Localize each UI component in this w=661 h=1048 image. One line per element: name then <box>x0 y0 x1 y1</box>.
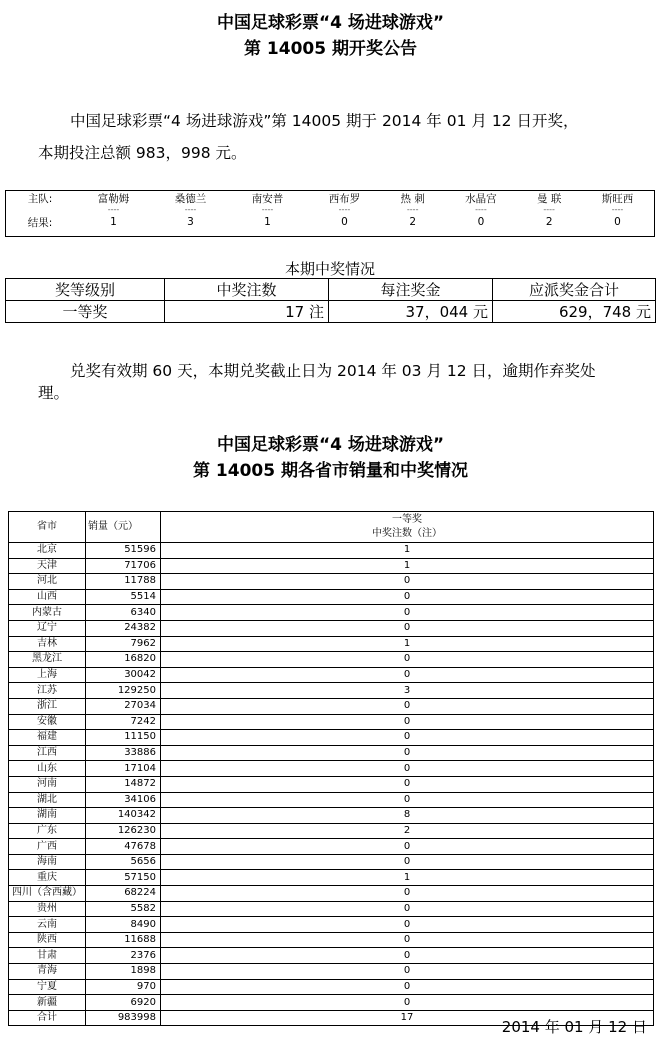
province-name: 河南 <box>9 776 86 792</box>
col-header-prize <box>161 512 654 543</box>
province-wins: 1 <box>161 558 654 574</box>
province-row <box>9 605 654 621</box>
province-sales: 7242 <box>86 714 161 730</box>
province-name: 河北 <box>9 574 86 590</box>
prize-amount: 37，044 元 <box>329 301 493 323</box>
dash-separator: ---- <box>406 205 419 214</box>
team-name: 桑德兰 <box>174 192 207 205</box>
province-row <box>9 683 654 699</box>
match-results-row <box>5 214 656 230</box>
province-row <box>9 932 654 948</box>
province-name: 安徽 <box>9 714 86 730</box>
province-sales: 17104 <box>86 761 161 777</box>
province-row <box>9 776 654 792</box>
province-sales: 8490 <box>86 917 161 933</box>
province-row <box>9 558 654 574</box>
announcement-title: 中国足球彩票“4 场进球游戏” <box>216 13 445 33</box>
province-name: 辽宁 <box>9 620 86 636</box>
match-result: 1 <box>110 216 117 228</box>
province-name: 贵州 <box>9 901 86 917</box>
province-sales: 30042 <box>86 667 161 683</box>
province-wins: 0 <box>161 761 654 777</box>
province-sales: 16820 <box>86 652 161 668</box>
province-name: 四川（含西藏） <box>9 886 86 902</box>
province-row <box>9 979 654 995</box>
province-row <box>9 901 654 917</box>
province-wins: 0 <box>161 948 654 964</box>
dash-separator: ---- <box>475 205 487 214</box>
province-name: 上海 <box>9 667 86 683</box>
province-name: 陕西 <box>9 932 86 948</box>
prize-table <box>5 278 656 323</box>
province-sales: 34106 <box>86 792 161 808</box>
province-table <box>8 511 654 1026</box>
result-label: 结果: <box>27 216 53 229</box>
province-section-subtitle: 第 14005 期各省市销量和中奖情况 <box>193 461 468 481</box>
province-wins: 0 <box>161 964 654 980</box>
province-row <box>9 870 654 886</box>
team-name: 斯旺西 <box>601 192 634 205</box>
team-name: 热 刺 <box>400 192 425 205</box>
dash-separator: ---- <box>184 205 197 214</box>
province-name: 云南 <box>9 917 86 933</box>
province-wins: 0 <box>161 839 654 855</box>
province-name: 湖南 <box>9 808 86 824</box>
prize-header-count: 中奖注数 <box>165 279 329 301</box>
province-name: 甘肃 <box>9 948 86 964</box>
province-name: 山西 <box>9 589 86 605</box>
province-name: 天津 <box>9 558 86 574</box>
prize-section-title: 本期中奖情况 <box>284 260 375 278</box>
col-header-province: 省市 <box>9 512 86 543</box>
province-sales: 57150 <box>86 870 161 886</box>
province-row <box>9 620 654 636</box>
province-name: 山东 <box>9 761 86 777</box>
province-sales: 47678 <box>86 839 161 855</box>
province-sales: 7962 <box>86 636 161 652</box>
dash-separator: ---- <box>543 205 555 214</box>
dash-separator: ---- <box>107 205 120 214</box>
match-teams-row <box>5 190 656 206</box>
prize-header-level: 奖等级别 <box>6 279 165 301</box>
province-wins: 2 <box>161 823 654 839</box>
province-sales: 11688 <box>86 932 161 948</box>
province-row <box>9 745 654 761</box>
province-sales: 983998 <box>86 1010 161 1026</box>
province-wins: 0 <box>161 792 654 808</box>
match-result: 2 <box>545 216 553 228</box>
province-wins: 8 <box>161 808 654 824</box>
province-name: 江西 <box>9 745 86 761</box>
province-wins: 0 <box>161 667 654 683</box>
province-sales: 129250 <box>86 683 161 699</box>
intro-line-1: 中国足球彩票“4 场进球游戏”第 14005 期于 2014 年 01 月 12 日开奖， <box>70 112 579 130</box>
province-sales: 126230 <box>86 823 161 839</box>
province-row <box>9 667 654 683</box>
province-name: 内蒙古 <box>9 605 86 621</box>
province-sales: 11788 <box>86 574 161 590</box>
province-row <box>9 854 654 870</box>
prize-level: 一等奖 <box>6 301 165 323</box>
province-sales: 33886 <box>86 745 161 761</box>
province-name: 重庆 <box>9 870 86 886</box>
team-name: 水晶宫 <box>465 192 497 205</box>
province-section-title: 中国足球彩票“4 场进球游戏” <box>216 435 445 455</box>
prize-row <box>6 301 656 323</box>
province-row <box>9 917 654 933</box>
notice-line-2: 理。 <box>38 384 70 402</box>
province-wins: 0 <box>161 901 654 917</box>
province-wins: 1 <box>161 636 654 652</box>
province-name: 广东 <box>9 823 86 839</box>
province-wins: 0 <box>161 605 654 621</box>
match-result: 0 <box>614 216 621 228</box>
team-name: 富勒姆 <box>97 192 130 205</box>
province-row <box>9 574 654 590</box>
province-name: 广西 <box>9 839 86 855</box>
province-wins: 0 <box>161 932 654 948</box>
province-wins: 0 <box>161 745 654 761</box>
province-sales: 51596 <box>86 543 161 559</box>
province-row <box>9 886 654 902</box>
province-wins: 0 <box>161 854 654 870</box>
province-name: 福建 <box>9 730 86 746</box>
dash-separator: ---- <box>338 205 351 214</box>
province-wins: 0 <box>161 574 654 590</box>
team-name: 曼 联 <box>537 192 562 205</box>
province-wins: 0 <box>161 620 654 636</box>
col-header-prize-line1: 一等奖 <box>392 514 422 525</box>
province-wins: 17 <box>161 1010 654 1026</box>
province-row <box>9 652 654 668</box>
province-sales: 6920 <box>86 995 161 1011</box>
match-dash-row <box>5 206 656 214</box>
col-header-prize-line2: 中奖注数（注） <box>372 528 442 539</box>
province-name: 吉林 <box>9 636 86 652</box>
notice-line-1: 兑奖有效期 60 天，本期兑奖截止日为 2014 年 03 月 12 日，逾期作弃奖处 <box>70 362 596 380</box>
team-name: 西布罗 <box>328 192 361 205</box>
province-row <box>9 714 654 730</box>
intro-line-2: 本期投注总额 983，998 元。 <box>38 144 247 162</box>
province-sales: 2376 <box>86 948 161 964</box>
province-sales: 68224 <box>86 886 161 902</box>
province-name: 海南 <box>9 854 86 870</box>
prize-total: 629，748 元 <box>493 301 656 323</box>
province-name: 江苏 <box>9 683 86 699</box>
match-result: 2 <box>409 216 417 228</box>
team-name: 南安普 <box>251 192 284 205</box>
province-sales: 27034 <box>86 698 161 714</box>
province-name: 浙江 <box>9 698 86 714</box>
province-name: 新疆 <box>9 995 86 1011</box>
province-wins: 0 <box>161 979 654 995</box>
province-sales: 14872 <box>86 776 161 792</box>
province-row <box>9 823 654 839</box>
match-result: 0 <box>477 216 485 228</box>
province-sales: 140342 <box>86 808 161 824</box>
province-sales: 6340 <box>86 605 161 621</box>
province-name: 宁夏 <box>9 979 86 995</box>
province-wins: 0 <box>161 776 654 792</box>
province-table-header <box>9 512 654 543</box>
province-row <box>9 636 654 652</box>
dash-separator: ---- <box>611 205 624 214</box>
province-row <box>9 839 654 855</box>
province-sales: 5656 <box>86 854 161 870</box>
province-wins: 0 <box>161 652 654 668</box>
province-wins: 0 <box>161 698 654 714</box>
province-row <box>9 589 654 605</box>
prize-header-amount: 每注奖金 <box>329 279 493 301</box>
footer-date: 2014 年 01 月 12 日 <box>501 1018 647 1036</box>
dash-separator: ---- <box>261 205 274 214</box>
province-sales: 1898 <box>86 964 161 980</box>
province-sales: 71706 <box>86 558 161 574</box>
province-name: 湖北 <box>9 792 86 808</box>
prize-header-total: 应派奖金合计 <box>493 279 656 301</box>
province-sales: 24382 <box>86 620 161 636</box>
province-wins: 0 <box>161 995 654 1011</box>
province-row <box>9 948 654 964</box>
match-result: 3 <box>187 216 194 228</box>
col-header-sales: 销量（元） <box>86 512 161 543</box>
province-row <box>9 808 654 824</box>
province-name: 北京 <box>9 543 86 559</box>
province-sales: 970 <box>86 979 161 995</box>
province-row <box>9 698 654 714</box>
province-sales: 5582 <box>86 901 161 917</box>
province-wins: 0 <box>161 886 654 902</box>
prize-count: 17 注 <box>165 301 329 323</box>
dash-spacer <box>5 206 75 214</box>
province-name: 青海 <box>9 964 86 980</box>
province-row <box>9 792 654 808</box>
announcement-subtitle: 第 14005 期开奖公告 <box>244 39 417 59</box>
province-sales: 11150 <box>86 730 161 746</box>
province-wins: 1 <box>161 543 654 559</box>
home-team-label: 主队: <box>27 192 53 205</box>
match-table <box>5 190 656 230</box>
province-wins: 1 <box>161 870 654 886</box>
province-row <box>9 730 654 746</box>
province-wins: 0 <box>161 714 654 730</box>
province-name: 黑龙江 <box>9 652 86 668</box>
province-row <box>9 964 654 980</box>
match-result: 1 <box>264 216 271 228</box>
province-wins: 0 <box>161 730 654 746</box>
province-name: 合计 <box>9 1010 86 1026</box>
province-row <box>9 761 654 777</box>
province-wins: 0 <box>161 589 654 605</box>
province-sales: 5514 <box>86 589 161 605</box>
match-result: 0 <box>341 216 348 228</box>
province-wins: 0 <box>161 917 654 933</box>
province-wins: 3 <box>161 683 654 699</box>
province-row <box>9 995 654 1011</box>
province-row <box>9 543 654 559</box>
